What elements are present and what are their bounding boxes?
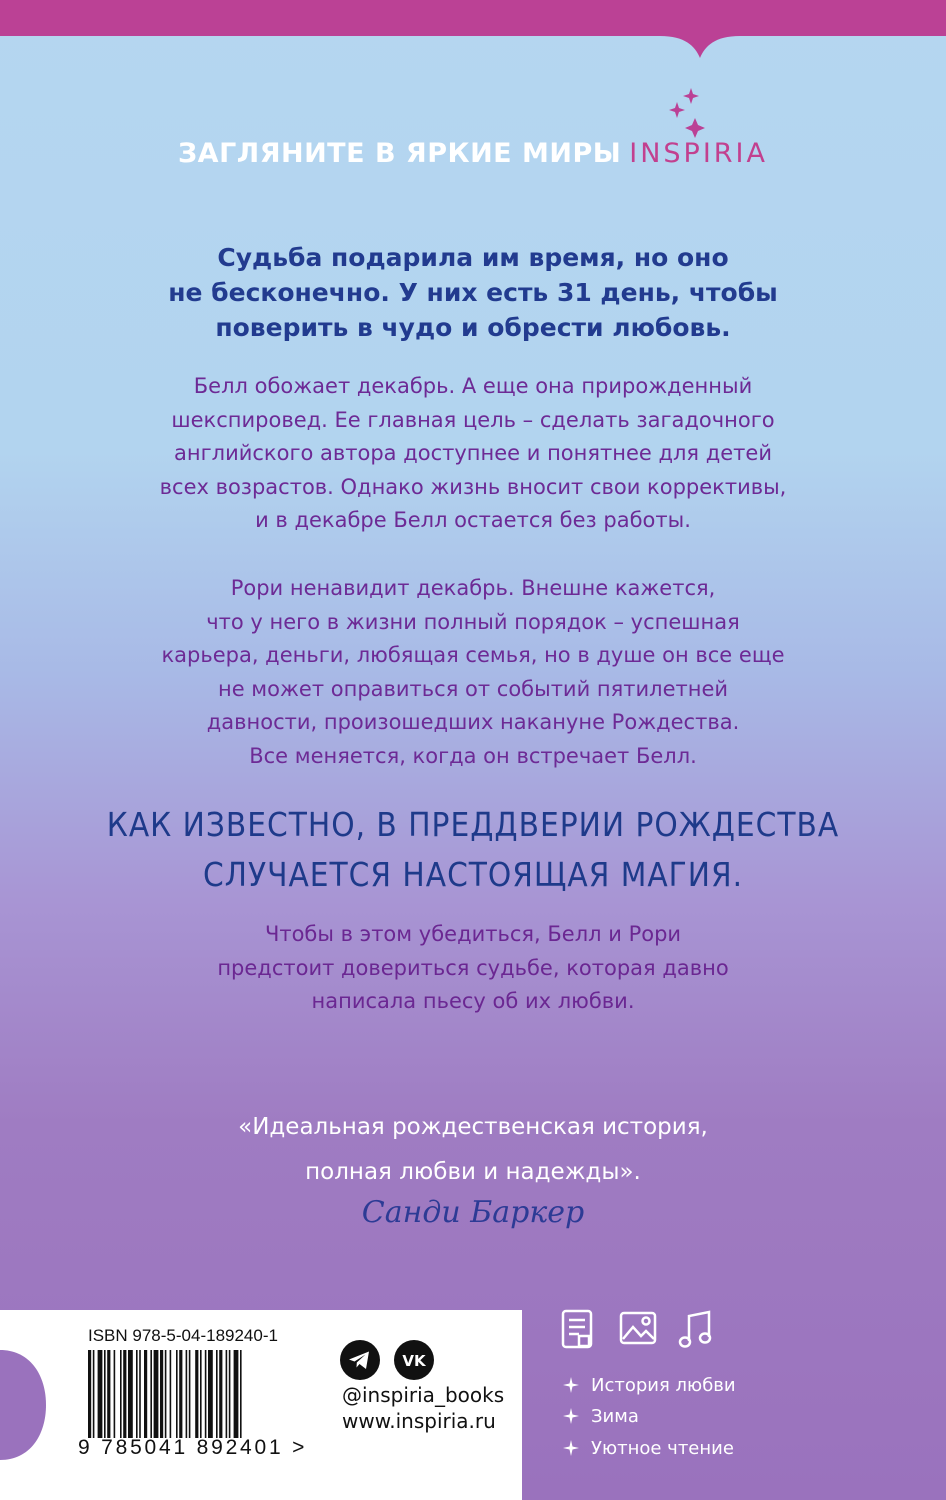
audiobook-icon — [678, 1308, 714, 1350]
text-line: написала пьесу об их любви. — [311, 989, 635, 1013]
sparkle-bullet-icon — [563, 1408, 579, 1424]
headline-line: СЛУЧАЕТСЯ НАСТОЯЩАЯ МАГИЯ. — [202, 855, 744, 894]
genre-item — [563, 1436, 734, 1462]
text-line: давности, произошедших накануне Рождества. — [206, 710, 740, 734]
text-line: предстоит довериться судьбе, которая давно — [217, 955, 729, 980]
publisher-brand: INSPIRIA — [629, 138, 768, 169]
text-line: Белл обожает декабрь. А еще она прирожденный — [193, 374, 753, 398]
sparkles-icon — [668, 88, 714, 138]
isbn-label: ISBN 978-5-04-189240-1 — [88, 1326, 278, 1345]
lead-paragraph — [140, 240, 806, 345]
vk-icon[interactable] — [394, 1340, 434, 1380]
magic-headline — [70, 800, 876, 900]
illustrations-icon — [618, 1308, 658, 1348]
quote-author: Санди Баркер — [361, 1195, 585, 1230]
website-link[interactable]: www.inspiria.ru — [342, 1409, 496, 1433]
text-line: не может оправиться от событий пятилетней — [217, 676, 729, 701]
text-line: и в декабре Белл остается без работы. — [255, 508, 691, 532]
series-tagline — [0, 138, 946, 169]
tagline-text: ЗАГЛЯНИТЕ В ЯРКИЕ МИРЫ — [177, 138, 622, 169]
lead-line: не бесконечно. У них есть 31 день, чтобы — [168, 278, 778, 307]
text-line: шекспировед. Ее главная цель – сделать загадочного — [171, 407, 775, 432]
text-line: всех возрастов. Однако жизнь вносит свои коррективы, — [159, 474, 787, 499]
text-line: Рори ненавидит декабрь. Внешне кажется, — [230, 576, 716, 600]
headline-line: КАК ИЗВЕСТНО, В ПРЕДДВЕРИИ РОЖДЕСТВА — [106, 805, 840, 844]
rory-paragraph — [90, 572, 856, 773]
barcode-digits: 9 785041 892401 > — [78, 1436, 308, 1459]
text-line: Все меняется, когда он встречает Белл. — [249, 743, 697, 768]
genre-label: Зима — [591, 1406, 639, 1427]
top-band — [0, 0, 946, 36]
lead-line: Судьба подарила им время, но оно — [217, 243, 729, 272]
genre-item — [563, 1404, 639, 1430]
genre-label: Уютное чтение — [591, 1438, 734, 1459]
ebook-icon — [560, 1308, 594, 1350]
social-handle[interactable]: @inspiria_books — [342, 1383, 505, 1407]
quote-line: «Идеальная рождественская история, — [238, 1114, 708, 1140]
quote-line: полная любви и надежды». — [305, 1159, 641, 1185]
text-line: что у него в жизни полный порядок – успешная — [206, 609, 740, 634]
genre-item — [563, 1373, 736, 1399]
text-line: Чтобы в этом убедиться, Белл и Рори — [264, 922, 682, 946]
telegram-icon[interactable] — [340, 1340, 380, 1380]
bell-paragraph — [90, 370, 856, 538]
barcode-bars — [88, 1350, 310, 1438]
svg-text:VK: VK — [402, 1352, 426, 1370]
lead-line: поверить в чудо и обрести любовь. — [215, 313, 731, 342]
sparkle-bullet-icon — [563, 1440, 579, 1456]
text-line: карьера, деньги, любящая семья, но в душе он все еще — [161, 643, 785, 667]
text-line: английского автора доступнее и понятнее для детей — [174, 441, 772, 465]
genre-label: История любви — [591, 1375, 736, 1396]
sparkle-bullet-icon — [563, 1377, 579, 1393]
review-quote — [120, 1105, 826, 1195]
band-notch — [0, 0, 946, 60]
closing-paragraph — [90, 918, 856, 1019]
